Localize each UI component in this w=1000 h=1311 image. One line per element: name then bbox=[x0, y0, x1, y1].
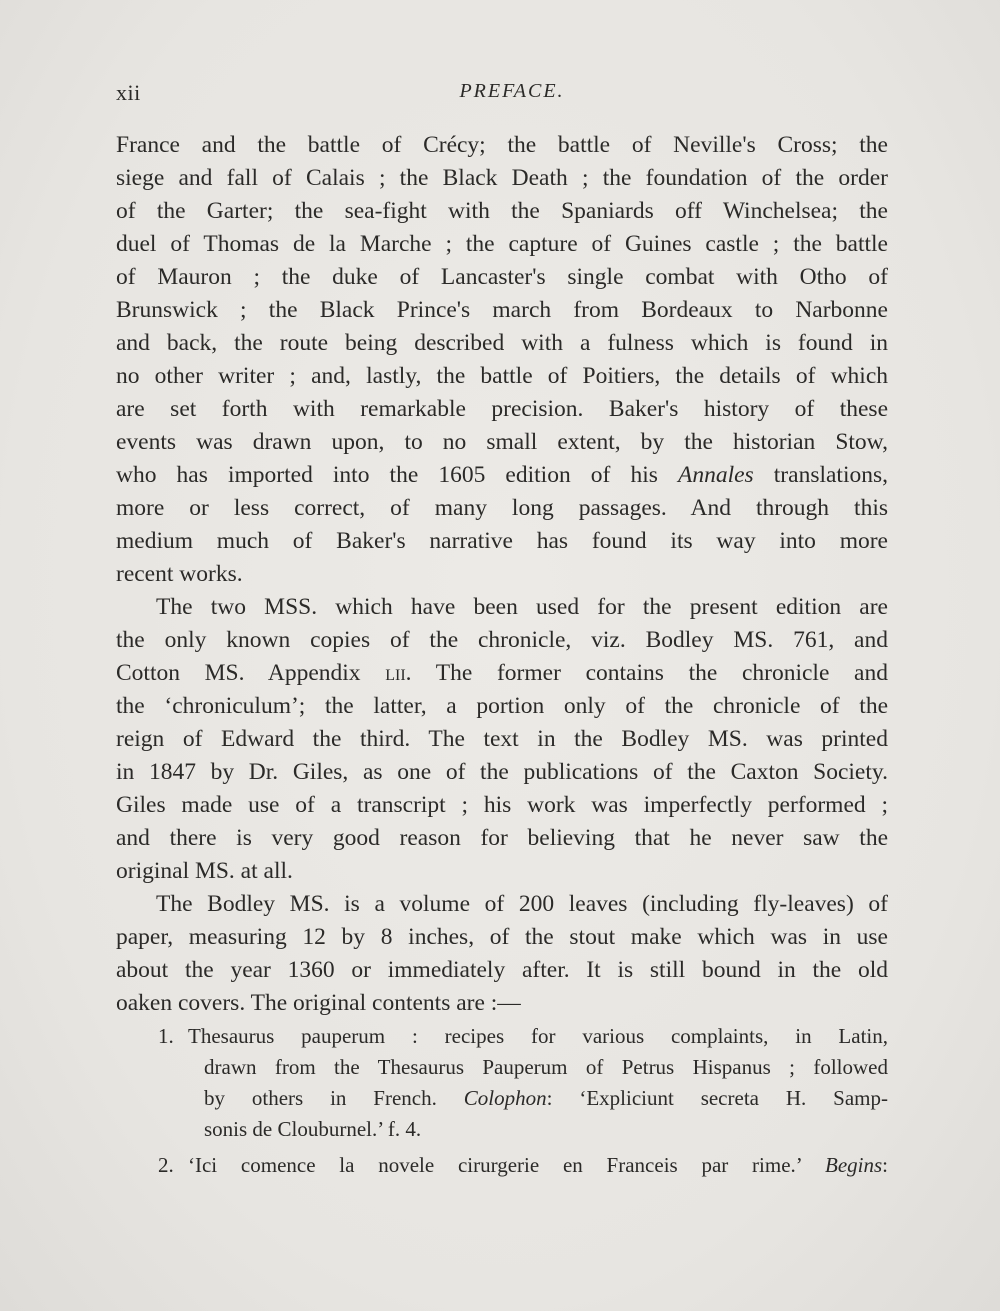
text-line: The two MSS. which have been used for the present edition are bbox=[156, 594, 888, 620]
list-number: 2. bbox=[158, 1153, 174, 1177]
text-line: medium much of Baker's narrative has found its way into more bbox=[116, 528, 888, 554]
italic-term: Colophon bbox=[463, 1086, 547, 1110]
list-line: sonis de Clouburnel.’ f. 4. bbox=[204, 1117, 422, 1141]
text-line: oaken covers. The original contents are :— bbox=[116, 990, 521, 1016]
text-line: more or less correct, of many long passages. And through this bbox=[116, 495, 888, 521]
italic-term: Begins bbox=[825, 1153, 883, 1177]
list-item bbox=[116, 1021, 888, 1145]
list-line bbox=[116, 1083, 888, 1114]
list-line bbox=[116, 1150, 888, 1181]
text-segment: : bbox=[882, 1153, 888, 1177]
text-segment: : ‘Expliciunt secreta H. Samp- bbox=[546, 1086, 888, 1110]
list-line: drawn from the Thesaurus Pauperum of Petrus Hispanus ; followed bbox=[204, 1055, 888, 1079]
text-line: reign of Edward the third. The text in the Bodley MS. was printed bbox=[116, 726, 888, 752]
text-line: of the Garter; the sea-fight with the Spaniards off Winchelsea; the bbox=[116, 198, 888, 224]
text-line: of Mauron ; the duke of Lancaster's single combat with Otho of bbox=[116, 264, 888, 290]
text-segment: translations, bbox=[773, 462, 888, 488]
text-line bbox=[116, 657, 888, 690]
text-segment: by others in French. bbox=[204, 1086, 437, 1110]
running-title: PREFACE. bbox=[459, 80, 565, 102]
list-item bbox=[116, 1150, 888, 1181]
text-line: the ‘chroniculum’; the latter, a portion only of the chronicle of the bbox=[116, 693, 888, 719]
text-line: and back, the route being described with a fulness which is found in bbox=[116, 330, 888, 356]
text-line: in 1847 by Dr. Giles, as one of the publications of the Caxton Society. bbox=[116, 759, 888, 785]
text-line: siege and fall of Calais ; the Black Death ; the foundation of the order bbox=[116, 165, 888, 191]
text-line: duel of Thomas de la Marche ; the capture of Guines castle ; the battle bbox=[116, 231, 888, 257]
page-number: xii bbox=[116, 80, 141, 105]
text-segment: Cotton MS. Appendix bbox=[116, 660, 361, 686]
main-text bbox=[116, 129, 888, 1020]
list-line bbox=[116, 1021, 888, 1052]
text-segment: The former contains the chronicle and bbox=[435, 660, 888, 686]
text-line: paper, measuring 12 by 8 inches, of the stout make which was in use bbox=[116, 924, 888, 950]
italic-title: Annales bbox=[677, 462, 754, 488]
text-segment: who has imported into the 1605 edition of his bbox=[116, 462, 658, 488]
list-number: 1. bbox=[158, 1024, 174, 1048]
text-line: the only known copies of the chronicle, viz. Bodley MS. 761, and bbox=[116, 627, 888, 653]
small-caps-numeral: lii. bbox=[385, 660, 412, 686]
text-line: original MS. at all. bbox=[116, 858, 293, 884]
text-line: recent works. bbox=[116, 561, 243, 587]
text-line: about the year 1360 or immediately after. It is still bound in the old bbox=[116, 957, 888, 983]
text-line: and there is very good reason for believing that he never saw the bbox=[116, 825, 888, 851]
text-segment: ‘Ici comence la novele cirurgerie en Franceis par rime.’ bbox=[188, 1153, 802, 1177]
text-line: events was drawn upon, to no small extent, by the historian Stow, bbox=[116, 429, 888, 455]
text-segment: Thesaurus pauperum : recipes for various complaints, in Latin, bbox=[188, 1024, 888, 1048]
text-line bbox=[116, 459, 888, 492]
text-line: no other writer ; and, lastly, the battle of Poitiers, the details of which bbox=[116, 363, 888, 389]
running-head bbox=[116, 80, 888, 110]
text-line: Brunswick ; the Black Prince's march from Bordeaux to Narbonne bbox=[116, 297, 888, 323]
text-line: are set forth with remarkable precision. Baker's history of these bbox=[116, 396, 888, 422]
text-line: France and the battle of Crécy; the battle of Neville's Cross; the bbox=[116, 132, 888, 158]
text-line: The Bodley MS. is a volume of 200 leaves (including fly-leaves) of bbox=[156, 891, 888, 917]
text-line: Giles made use of a transcript ; his work was imperfectly performed ; bbox=[116, 792, 888, 818]
